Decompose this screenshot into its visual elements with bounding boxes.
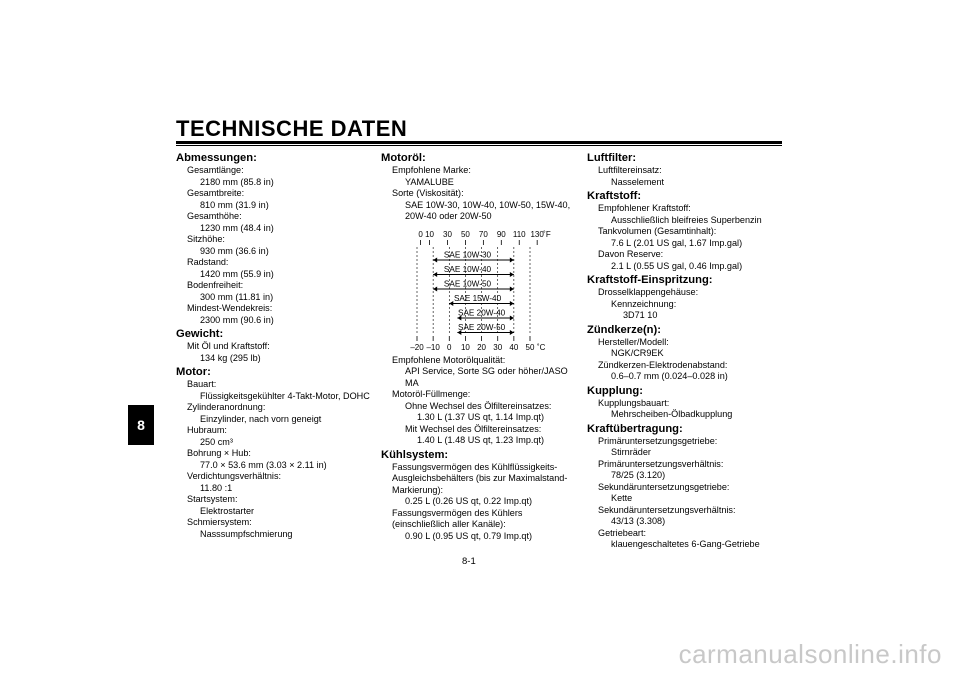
- page-title: TECHNISCHE DATEN: [176, 116, 408, 141]
- spec-line: 2.1 L (0.55 US gal, 0.46 Imp.gal): [611, 260, 743, 271]
- spec-line: Primäruntersetzungsgetriebe:: [598, 435, 718, 446]
- section-heading: Luftfilter:: [587, 152, 637, 164]
- spec-line: 1.40 L (1.48 US qt, 1.23 Imp.qt): [417, 435, 545, 445]
- spec-line: Hubraum:: [187, 425, 227, 435]
- spec-line: Getriebeart:: [598, 527, 647, 538]
- spec-line: Mit Wechsel des Ölfiltereinsatzes:: [405, 423, 542, 434]
- spec-line: 2180 mm (85.8 in): [200, 176, 274, 187]
- fahrenheit-tick-label: 90: [496, 229, 506, 239]
- range-arrowhead: [510, 257, 514, 262]
- spec-line: Bauart:: [187, 379, 217, 389]
- fahrenheit-tick-label: 110: [512, 229, 526, 239]
- title-rule: [176, 141, 782, 144]
- section-heading: Kraftstoff-Einspritzung:: [587, 274, 713, 286]
- spec-line: Radstand:: [187, 257, 229, 267]
- spec-line: Sorte (Viskosität):: [392, 188, 464, 198]
- section-heading: Kupplung:: [587, 384, 643, 397]
- spec-line: 1.30 L (1.37 US qt, 1.14 Imp.qt): [417, 412, 545, 422]
- spec-column-2: [381, 150, 581, 542]
- range-arrowhead: [433, 286, 437, 291]
- viscosity-chart-svg: [381, 227, 581, 355]
- spec-line: Hersteller/Modell:: [598, 336, 669, 347]
- section-heading: Gewicht:: [176, 328, 224, 340]
- spec-line: 77.0 × 53.6 mm (3.03 × 2.11 in): [200, 459, 327, 470]
- fahrenheit-tick-label: 10: [425, 229, 435, 239]
- spec-line: klauengeschaltetes 6-Gang-Getriebe: [611, 539, 760, 549]
- fahrenheit-tick-label: 70: [478, 229, 488, 239]
- series-label: SAE 10W-40: [443, 264, 492, 274]
- title-rule-thin: [176, 145, 782, 146]
- spec-line: 134 kg (295 lb): [200, 352, 261, 363]
- spec-line: Kupplungsbauart:: [598, 397, 670, 408]
- fahrenheit-unit: ˚F: [543, 229, 551, 239]
- section-heading: Motor:: [176, 366, 211, 378]
- spec-line: Elektrostarter: [200, 505, 255, 516]
- spec-line: 2300 mm (90.6 in): [200, 314, 274, 325]
- spec-line: Zündkerzen-Elektrodenabstand:: [598, 359, 728, 370]
- spec-line: Gesamtbreite:: [187, 188, 245, 198]
- spec-line: 0.25 L (0.26 US qt, 0.22 Imp.qt): [405, 496, 533, 506]
- spec-line: 0.90 L (0.95 US qt, 0.79 Imp.qt): [405, 530, 533, 541]
- spec-line: Luftfiltereinsatz:: [598, 165, 662, 175]
- spec-line: MA: [405, 377, 419, 388]
- range-arrowhead: [510, 315, 514, 320]
- spec-line: Mit Öl und Kraftstoff:: [187, 341, 270, 351]
- spec-line: Ohne Wechsel des Ölfiltereinsatzes:: [405, 400, 552, 411]
- spec-line: Mindest-Wendekreis:: [187, 303, 273, 313]
- spec-column-1: [176, 150, 376, 540]
- spec-line: Markierung):: [392, 484, 444, 495]
- spec-line: NGK/CR9EK: [611, 348, 664, 358]
- chapter-tab: 8: [128, 405, 154, 445]
- range-arrowhead: [510, 286, 514, 291]
- range-arrowhead: [449, 301, 453, 306]
- spec-line: SAE 10W-30, 10W-40, 10W-50, 15W-40,: [405, 199, 571, 210]
- spec-line: Empfohlene Marke:: [392, 165, 471, 175]
- page-number: 8-1: [462, 556, 476, 567]
- section-heading: Abmessungen:: [176, 152, 257, 164]
- spec-line: Empfohlener Kraftstoff:: [598, 203, 691, 213]
- spec-line: Bohrung × Hub:: [187, 448, 251, 458]
- spec-line: Kette: [611, 493, 633, 503]
- spec-line: Verdichtungsverhältnis:: [187, 471, 282, 481]
- spec-line: Ausschließlich bleifreies Superbenzin: [611, 214, 762, 225]
- spec-line: 11.80 :1: [200, 482, 233, 493]
- series-label: SAE 20W-50: [458, 322, 506, 332]
- series-label: SAE 10W-30: [443, 250, 492, 259]
- spec-line: 300 mm (11.81 in): [200, 291, 274, 302]
- spec-line: 250 cm³: [200, 436, 233, 447]
- spec-line: Sekundäruntersetzungsverhältnis:: [598, 504, 736, 515]
- spec-line: Nasssumpfschmierung: [200, 528, 293, 539]
- watermark: carmanualsonline.info: [678, 639, 942, 669]
- celsius-tick-label: 20: [477, 342, 487, 352]
- section-heading: Kraftübertragung:: [587, 422, 683, 435]
- section-heading: Motoröl:: [381, 152, 426, 164]
- fahrenheit-tick-label: 0: [418, 229, 423, 239]
- spec-line: 20W-40 oder 20W-50: [405, 211, 492, 221]
- spec-line: 43/13 (3.308): [611, 516, 666, 526]
- celsius-tick-label: –10: [426, 342, 440, 352]
- celsius-tick-label: 0: [447, 342, 452, 352]
- spec-line: Sekundäruntersetzungsgetriebe:: [598, 481, 730, 492]
- fahrenheit-tick-label: 50: [460, 229, 470, 239]
- series-label: SAE 10W-50: [443, 279, 492, 288]
- spec-line: Ausgleichsbehälters (bis zur Maximalstand-: [392, 473, 568, 483]
- spec-line: 930 mm (36.6 in): [200, 245, 269, 256]
- spec-line: (einschließlich aller Kanäle):: [392, 519, 506, 529]
- range-arrowhead: [433, 257, 437, 262]
- celsius-tick-label: –20: [410, 342, 424, 352]
- spec-line: 78/25 (3.120): [611, 470, 666, 480]
- section-heading: Kraftstoff:: [587, 190, 642, 202]
- series-label: SAE 20W-40: [458, 308, 506, 317]
- spec-line: Mehrscheiben-Ölbadkupplung: [611, 409, 733, 419]
- series-label: SAE 15W-40: [453, 293, 502, 303]
- spec-line: Davon Reserve:: [598, 249, 664, 259]
- section-heading: Zündkerze(n):: [587, 323, 661, 336]
- spec-line: 7.6 L (2.01 US gal, 1.67 Imp.gal): [611, 237, 743, 248]
- range-arrowhead: [433, 272, 437, 277]
- celsius-tick-label: 40: [509, 342, 519, 352]
- spec-line: Sitzhöhe:: [187, 234, 225, 244]
- spec-line: Einzylinder, nach vorn geneigt: [200, 413, 322, 424]
- spec-line: Gesamtlänge:: [187, 165, 244, 175]
- spec-line: Primäruntersetzungsverhältnis:: [598, 458, 724, 469]
- spec-line: Schmiersystem:: [187, 517, 252, 527]
- spec-line: Fassungsvermögen des Kühlers: [392, 507, 523, 518]
- celsius-tick-label: 10: [460, 342, 470, 352]
- spec-line: YAMALUBE: [405, 176, 454, 187]
- spec-line: Zylinderanordnung:: [187, 402, 266, 412]
- spec-line: Motoröl-Füllmenge:: [392, 389, 471, 399]
- section-heading: Kühlsystem:: [381, 448, 449, 461]
- range-arrowhead: [510, 301, 514, 306]
- spec-column-3: [587, 150, 787, 551]
- celsius-tick-label: 30: [493, 342, 503, 352]
- spec-line: 810 mm (31.9 in): [200, 199, 269, 210]
- spec-line: Flüssigkeitsgekühlter 4-Takt-Motor, DOHC: [200, 390, 370, 401]
- spec-line: Stirnräder: [611, 447, 651, 457]
- celsius-tick-label: 50: [525, 342, 535, 352]
- spec-line: Tankvolumen (Gesamtinhalt):: [598, 226, 717, 236]
- celsius-unit: ˚C: [537, 342, 546, 352]
- spec-line: API Service, Sorte SG oder höher/JASO: [405, 366, 568, 376]
- spec-line: Startsystem:: [187, 494, 238, 504]
- spec-line: Bodenfreiheit:: [187, 280, 244, 290]
- spec-line: 0.6–0.7 mm (0.024–0.028 in): [611, 371, 728, 381]
- spec-line: Drosselklappengehäuse:: [598, 287, 699, 297]
- spec-line: 3D71 10: [623, 310, 658, 320]
- range-arrowhead: [510, 330, 514, 335]
- spec-line: 1230 mm (48.4 in): [200, 222, 274, 233]
- spec-line: 1420 mm (55.9 in): [200, 268, 274, 279]
- oil-viscosity-chart: [381, 227, 581, 355]
- spec-line: Gesamthöhe:: [187, 211, 242, 221]
- fahrenheit-tick-label: 130: [530, 229, 544, 239]
- range-arrowhead: [510, 272, 514, 277]
- spec-line: Empfohlene Motorölqualität:: [392, 354, 506, 365]
- fahrenheit-tick-label: 30: [443, 229, 452, 239]
- spec-line: Nasselement: [611, 176, 665, 187]
- spec-line: Kennzeichnung:: [611, 298, 677, 309]
- spec-line: Fassungsvermögen des Kühlflüssigkeits-: [392, 461, 558, 472]
